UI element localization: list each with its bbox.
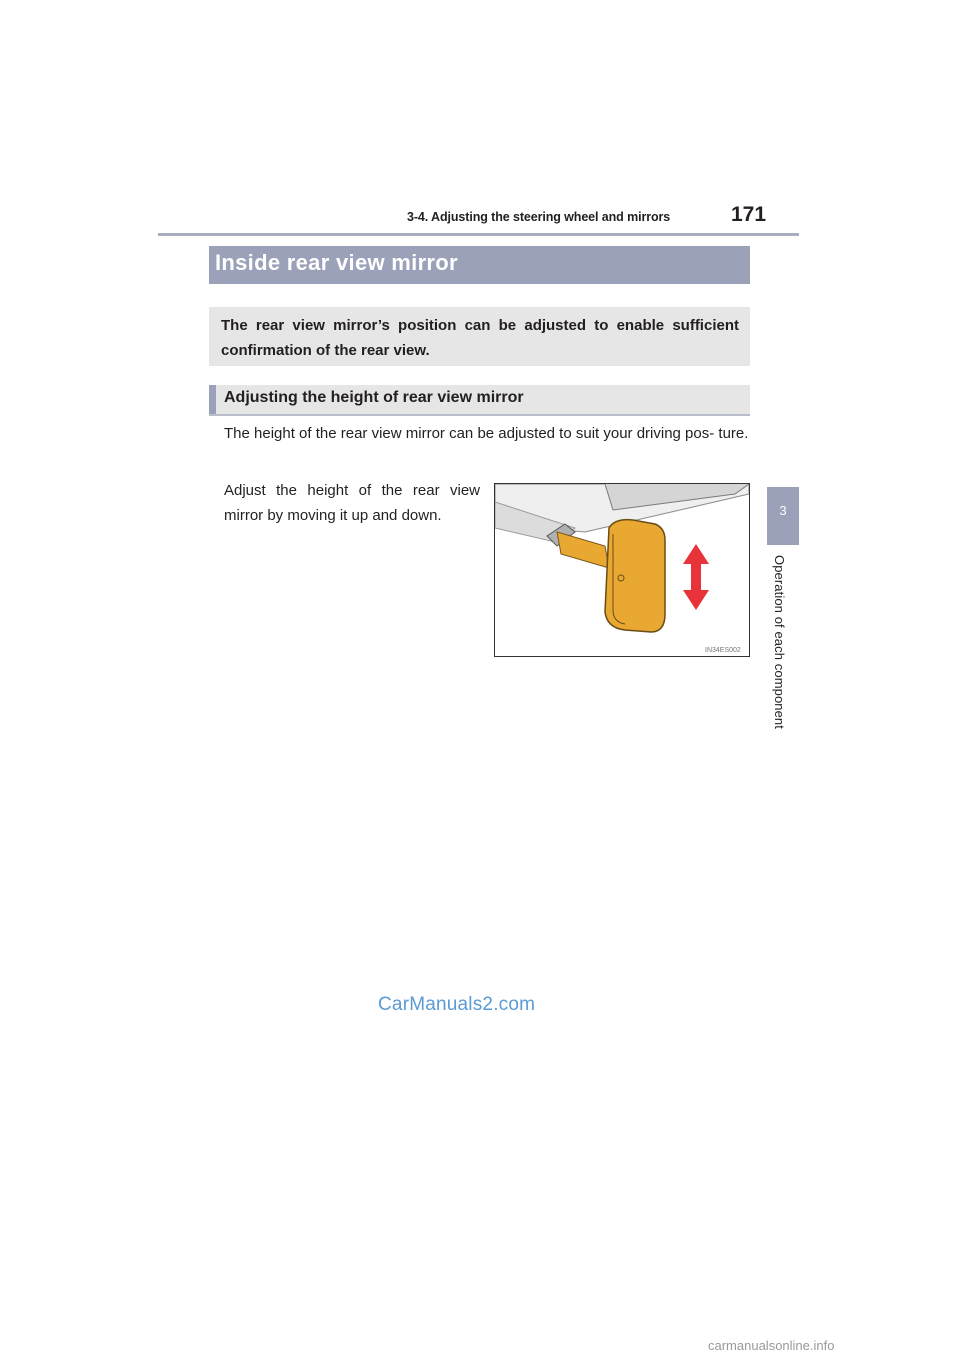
intro-text: The rear view mirror’s position can be adjusted to enable sufficient confirmation of the rear view. bbox=[221, 317, 739, 359]
mirror-illustration bbox=[494, 483, 750, 657]
chapter-tab bbox=[767, 487, 799, 545]
page-number: 171 bbox=[731, 203, 767, 226]
section-title-bar bbox=[209, 246, 750, 284]
chapter-label: Operation of each component bbox=[772, 555, 787, 729]
section-title: Inside rear view mirror bbox=[215, 250, 458, 275]
arrow-shape bbox=[683, 544, 709, 610]
subsection-body: The height of the rear view mirror can be adjusted to suit your driving pos- ture. bbox=[224, 425, 749, 442]
watermark-carmanuals2[interactable]: CarManuals2.com bbox=[378, 994, 536, 1015]
mirror-drawing bbox=[495, 484, 749, 656]
running-header: 3-4. Adjusting the steering wheel and mirrors bbox=[407, 210, 671, 224]
watermark-carmanualsonline[interactable]: carmanualsonline.info bbox=[708, 1338, 835, 1353]
up-down-arrow-icon bbox=[683, 544, 709, 610]
header-divider bbox=[158, 233, 799, 236]
instruction-text: Adjust the height of the rear view mirror by moving it up and down. bbox=[224, 482, 480, 524]
figure-code: IN34ES002 bbox=[705, 647, 741, 654]
mirror-stem bbox=[557, 532, 609, 568]
intro-box bbox=[209, 307, 750, 366]
subsection-accent bbox=[209, 385, 216, 414]
subsection-heading-bar bbox=[209, 385, 750, 416]
chapter-number: 3 bbox=[779, 503, 787, 518]
subsection-title: Adjusting the height of rear view mirror bbox=[224, 389, 524, 406]
